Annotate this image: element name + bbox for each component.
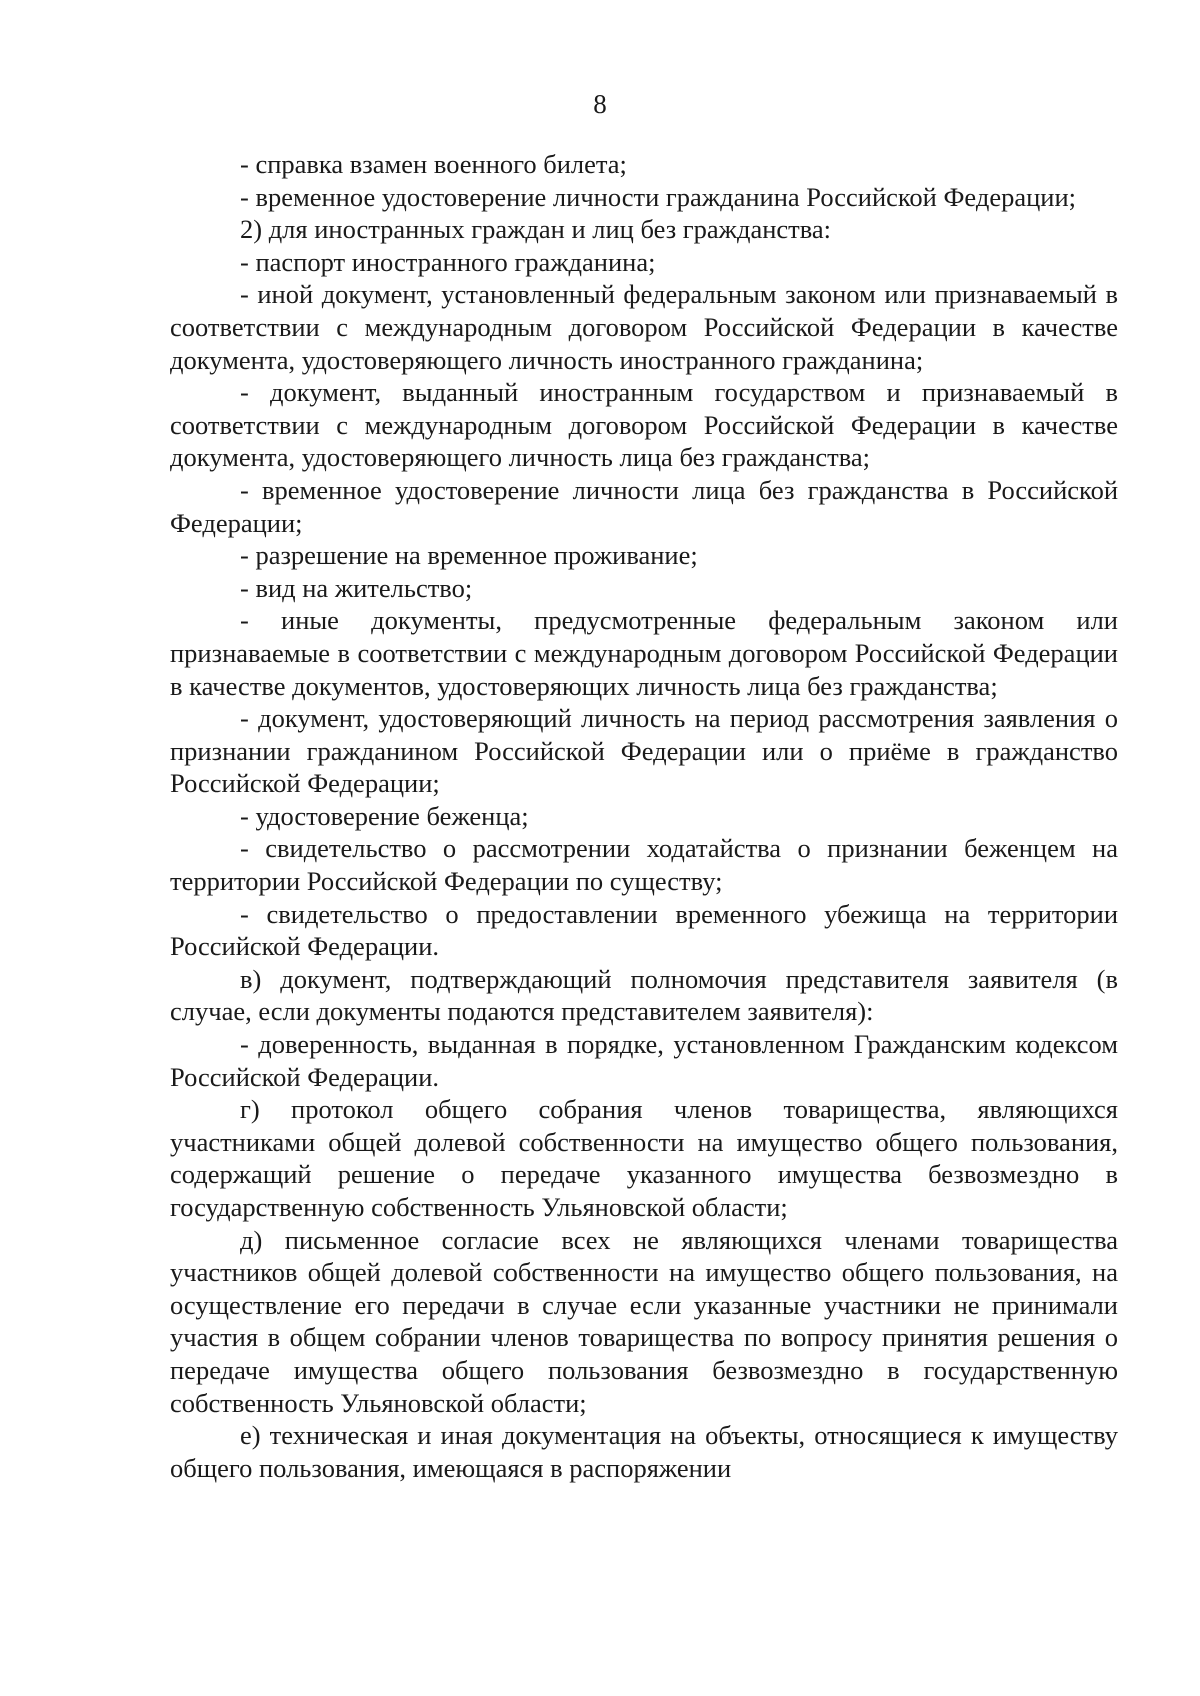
paragraph: 2) для иностранных граждан и лиц без гражданства: — [240, 214, 832, 245]
paragraph: д) письменное согласие всех не являющихся членами товарищества участников общей долевой собственности на имущество общего пользования, на осуществление его передачи в случае если указанные участники не принимали участия в общем собрании членов товарищества по вопросу принятия решения о передаче имущества общего пользования безвозмездно в государственную собственность Ульяновской области; — [170, 1224, 1118, 1418]
paragraph: - временное удостоверение личности лица без гражданства в Российской Федерации; — [170, 474, 1118, 538]
paragraph: - иной документ, установленный федеральным законом или признаваемый в соответствии с международным договором Российской Федерации в качестве документа, удостоверяющего личность иностранного гражданина; — [170, 279, 1118, 375]
paragraph: в) документ, подтверждающий полномочия представителя заявителя (в случае, если документы подаются представителем заявителя): — [170, 963, 1118, 1027]
paragraph: - вид на жительство; — [240, 572, 473, 603]
paragraph: е) техническая и иная документация на объекты, относящиеся к имуществу общего пользования, имеющаяся в распоряжении — [170, 1420, 1118, 1483]
paragraph: - иные документы, предусмотренные федеральным законом или признаваемые в соответствии с международным договором Российской Федерации в качестве документов, удостоверяющих личность лица без гражданства; — [170, 605, 1118, 701]
paragraph: - удостоверение беженца; — [240, 800, 529, 831]
paragraph: - временное удостоверение личности гражданина Российской Федерации; — [240, 181, 1077, 212]
paragraph: г) протокол общего собрания членов товарищества, являющихся участниками общей долевой собственности на имущество общего пользования, содержащий решение о передаче указанного имущества безвозмездно в государственную собственность Ульяновской области; — [170, 1094, 1118, 1222]
paragraph: - свидетельство о рассмотрении ходатайства о признании беженцем на территории Российской Федерации по существу; — [170, 833, 1118, 897]
page-number: 8 — [593, 89, 607, 119]
paragraph: - документ, удостоверяющий личность на период рассмотрения заявления о признании гражданином Российской Федерации или о приёме в гражданство Российской Федерации; — [170, 703, 1118, 799]
paragraph: - свидетельство о предоставлении временного убежища на территории Российской Федерации. — [170, 898, 1118, 962]
paragraph: - разрешение на временное проживание; — [240, 540, 698, 571]
paragraph: - документ, выданный иностранным государством и признаваемый в соответствии с международным договором Российской Федерации в качестве документа, удостоверяющего личность лица без гражданства; — [170, 377, 1118, 473]
paragraph: - паспорт иностранного гражданина; — [240, 246, 656, 277]
document-body — [170, 148, 1118, 1484]
paragraph: - справка взамен военного билета; — [240, 149, 627, 179]
paragraph: - доверенность, выданная в порядке, установленном Гражданским кодексом Российской Федерации. — [170, 1029, 1118, 1092]
